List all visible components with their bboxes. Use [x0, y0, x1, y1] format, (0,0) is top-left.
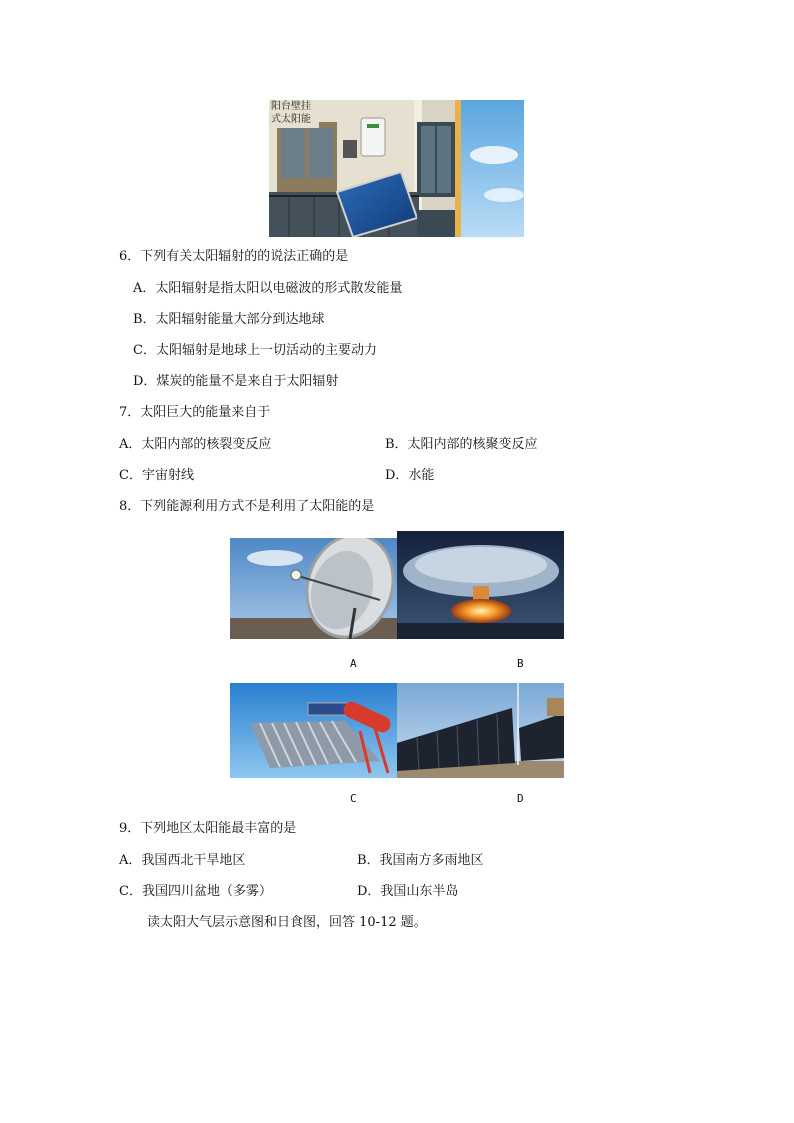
image-a-solar-dish	[230, 538, 397, 639]
image-d-solar-panel-array	[397, 683, 564, 778]
sign-line-2: 式太阳能	[271, 114, 311, 125]
q9-option-d: D．我国山东半岛	[357, 884, 459, 899]
question-9-stem: 9．下列地区太阳能最丰富的是	[119, 821, 297, 836]
sign-line-1: 阳台壁挂	[271, 101, 311, 112]
question-7-stem: 7．太阳巨大的能量来自于	[119, 405, 271, 420]
q7-option-b: B．太阳内部的核聚变反应	[385, 437, 538, 452]
q6-option-c: C．太阳辐射是地球上一切活动的主要动力	[133, 343, 377, 358]
q9-option-b: B．我国南方多雨地区	[357, 853, 484, 868]
q7-option-a: A．太阳内部的核裂变反应	[119, 437, 272, 452]
image-c-label: C	[350, 792, 357, 805]
image-d-label: D	[517, 792, 524, 805]
question-6-stem: 6．下列有关太阳辐射的的说法正确的是	[119, 249, 349, 264]
q6-option-a: A．太阳辐射是指太阳以电磁波的形式散发能量	[133, 281, 403, 296]
q6-option-d: D．煤炭的能量不是来自于太阳辐射	[133, 374, 339, 389]
image-b-nuclear-explosion	[397, 531, 564, 639]
reading-instruction: 读太阳大气层示意图和日食图，回答 10-12 题。	[147, 915, 427, 930]
question-8-stem: 8．下列能源利用方式不是利用了太阳能的是	[119, 499, 375, 514]
balcony-solar-heater-image	[269, 100, 524, 237]
q6-option-b: B．太阳辐射能量大部分到达地球	[133, 312, 325, 327]
q9-option-a: A．我国西北干旱地区	[119, 853, 246, 868]
image-c-solar-water-heater	[230, 683, 397, 778]
q7-option-d: D．水能	[385, 468, 435, 483]
image-b-label: B	[517, 657, 524, 670]
q7-option-c: C．宇宙射线	[119, 468, 194, 483]
q9-option-c: C．我国四川盆地（多雾）	[119, 884, 272, 899]
image-a-label: A	[350, 657, 357, 670]
